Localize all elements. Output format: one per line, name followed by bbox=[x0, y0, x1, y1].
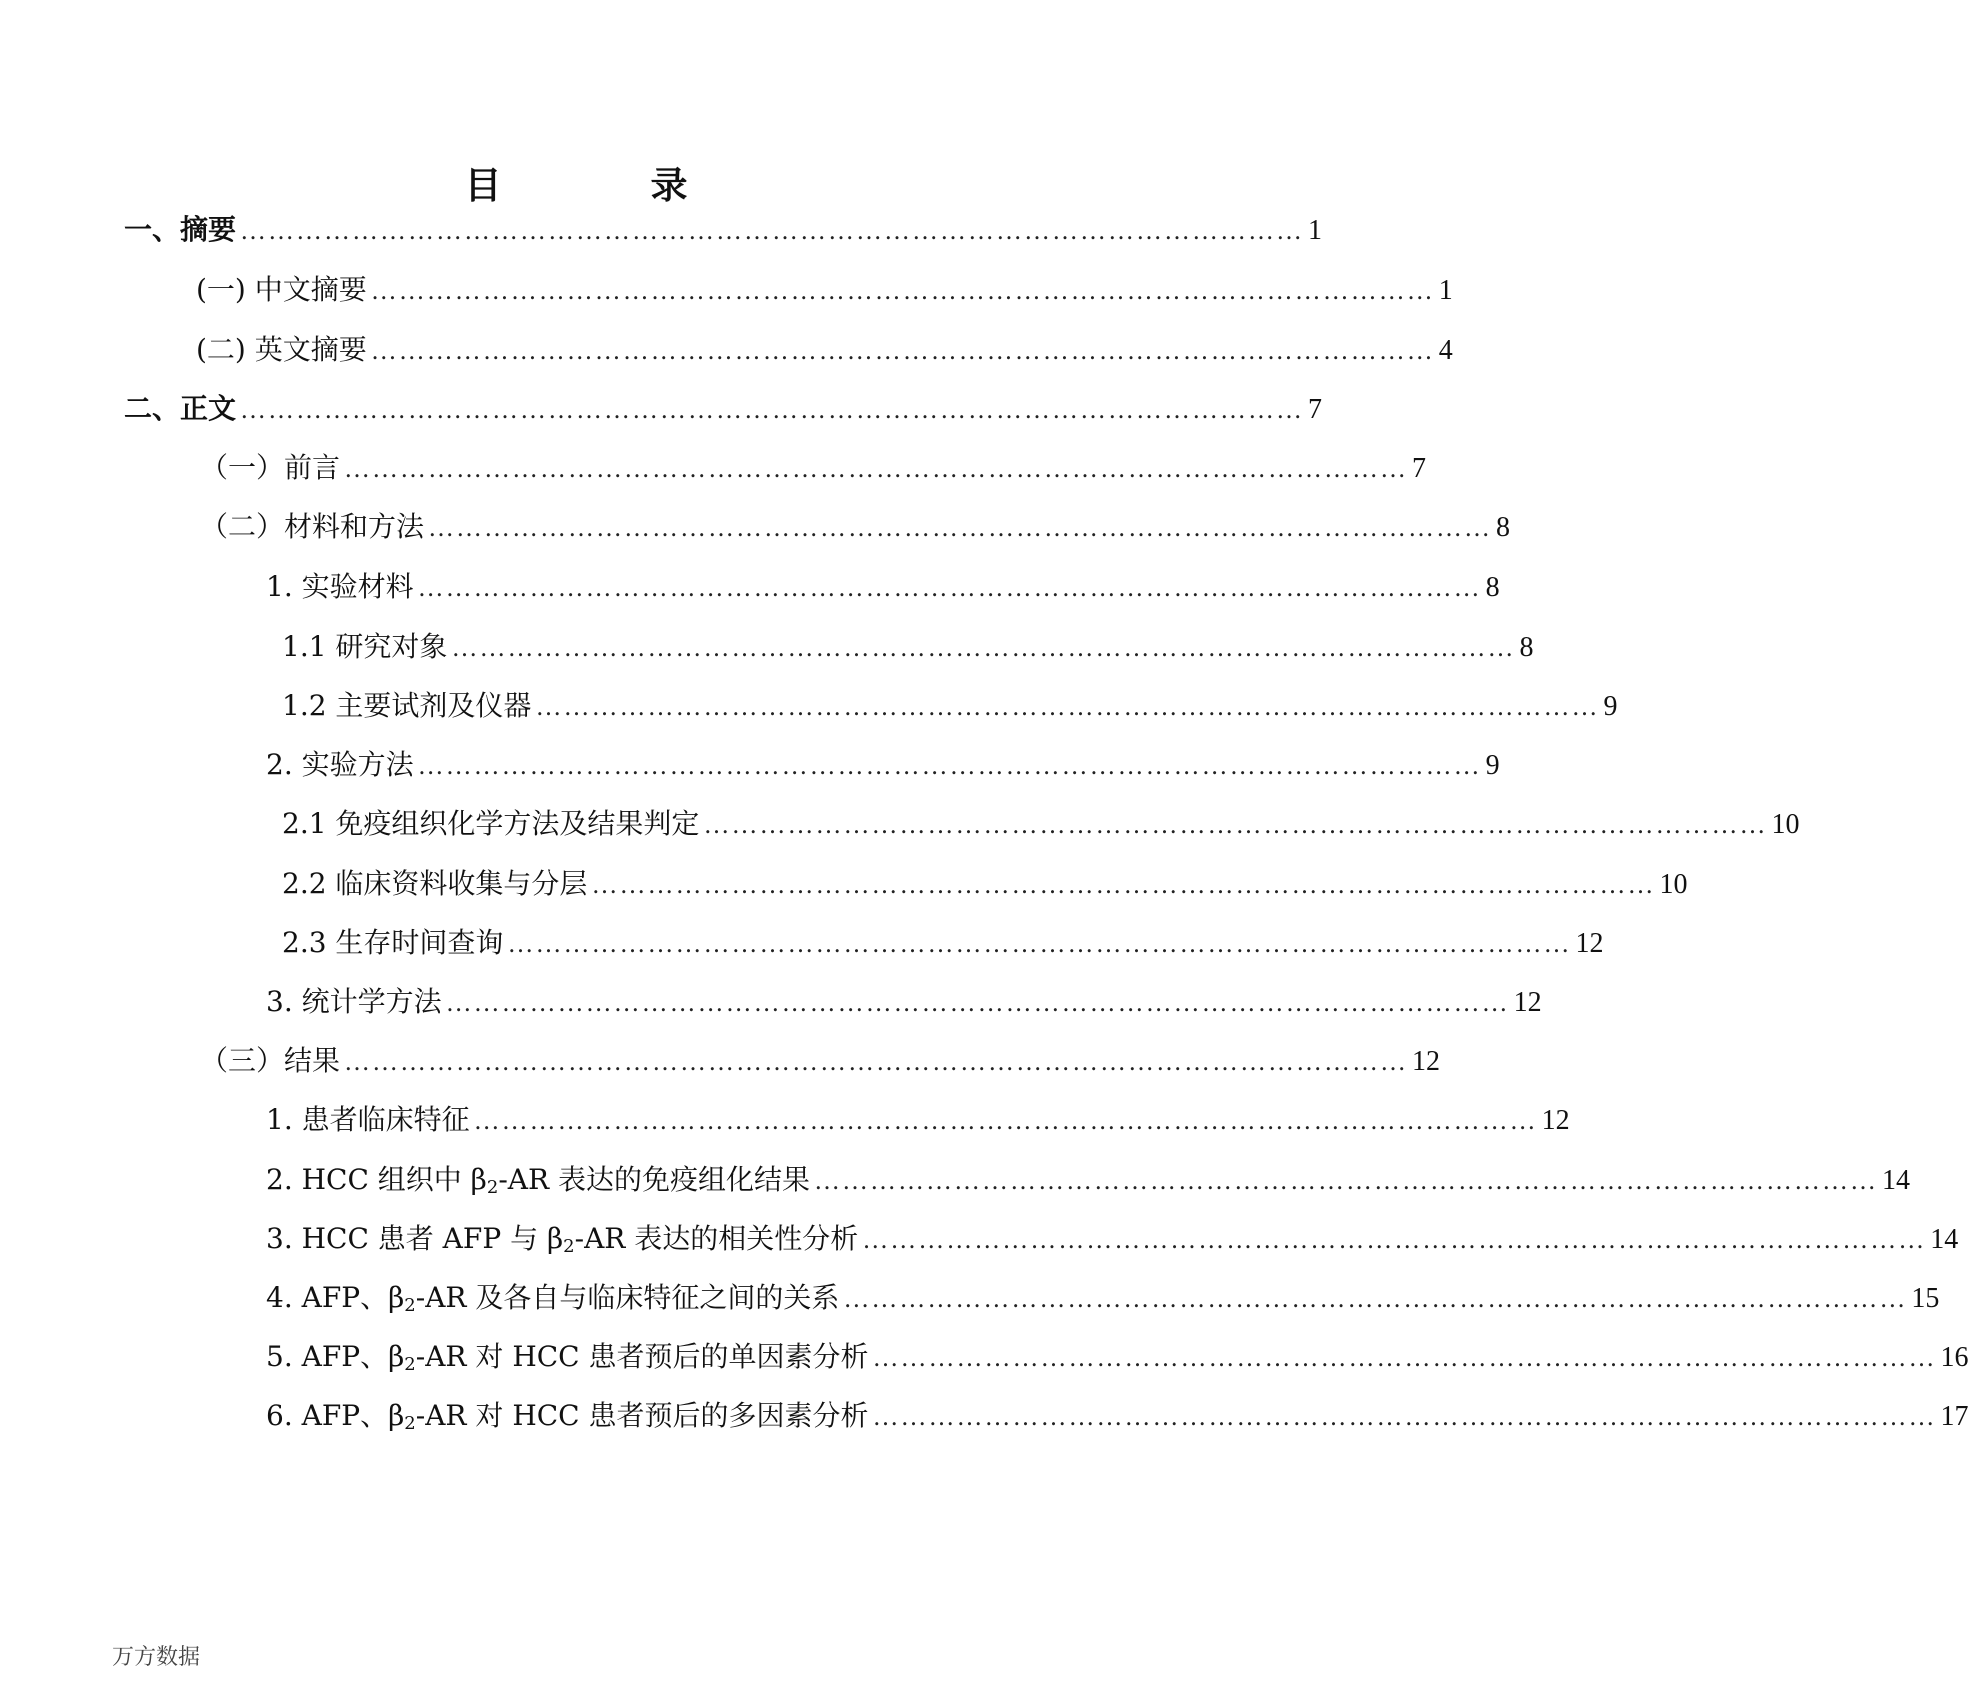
toc-page-number: 12 bbox=[1513, 987, 1542, 1018]
toc-entry-ihc-methods[interactable] bbox=[282, 800, 1800, 848]
toc-entry-survival-time[interactable] bbox=[282, 919, 1604, 967]
toc-entry-label: (二) 英文摘要 bbox=[196, 333, 367, 366]
toc-entry-patient-characteristics[interactable] bbox=[266, 1096, 1570, 1144]
toc-dot-leader: …………………………………………………………………………………………………… bbox=[814, 1166, 1878, 1195]
watermark-footer: 万方数据 bbox=[112, 1645, 201, 1670]
label-suffix: -AR 及各自与临床特征之间的关系 bbox=[415, 1281, 840, 1314]
toc-entry-label bbox=[266, 1156, 810, 1212]
toc-section-number: 一、 bbox=[124, 213, 181, 246]
toc-entry-label: 1. 实验材料 bbox=[266, 570, 414, 603]
toc-entry-label: （二）材料和方法 bbox=[200, 510, 425, 543]
toc-dot-leader: …………………………………………………………………………………………………… bbox=[428, 513, 1493, 542]
toc-entry-label: 2.3 生存时间查询 bbox=[282, 926, 504, 959]
toc-entry-label bbox=[266, 1274, 839, 1330]
toc-page-number: 7 bbox=[1412, 453, 1427, 484]
toc-entry-experimental-materials[interactable] bbox=[266, 563, 1500, 611]
toc-page-number: 8 bbox=[1485, 572, 1500, 603]
toc-entry-label: 正文 bbox=[180, 392, 237, 425]
toc-page-number: 10 bbox=[1771, 809, 1800, 840]
toc-page-number: 14 bbox=[1882, 1165, 1910, 1196]
toc-dot-leader: …………………………………………………………………………………………………… bbox=[872, 1402, 1937, 1431]
toc-entry-abstract[interactable] bbox=[124, 206, 1323, 254]
toc-entry-preface[interactable] bbox=[200, 444, 1427, 492]
toc-dot-leader: …………………………………………………………………………………………………… bbox=[445, 988, 1510, 1017]
toc-entry-experimental-methods[interactable] bbox=[266, 741, 1500, 789]
toc-page-number: 10 bbox=[1659, 869, 1688, 900]
label-subscript: 2 bbox=[404, 1413, 416, 1434]
toc-dot-leader: …………………………………………………………………………………………………… bbox=[591, 870, 1656, 899]
toc-dot-leader: …………………………………………………………………………………………………… bbox=[417, 573, 1482, 602]
toc-page-number: 17 bbox=[1940, 1401, 1968, 1432]
label-subscript: 2 bbox=[486, 1177, 499, 1198]
label-subscript: 2 bbox=[404, 1295, 416, 1316]
label-suffix: -AR 表达的相关性分析 bbox=[574, 1222, 859, 1255]
toc-page-number: 12 bbox=[1541, 1105, 1570, 1136]
toc-page-number: 8 bbox=[1519, 632, 1534, 663]
toc-entry-univariate-analysis[interactable] bbox=[266, 1333, 1968, 1381]
toc-dot-leader: …………………………………………………………………………………………………… bbox=[451, 633, 1516, 662]
label-prefix: 2. HCC 组织中 β bbox=[266, 1163, 487, 1196]
toc-page-number: 9 bbox=[1485, 750, 1500, 781]
toc-entry-label: （一）前言 bbox=[200, 451, 341, 484]
toc-dot-leader: …………………………………………………………………………………………………… bbox=[344, 454, 1409, 483]
toc-entry-label: 2.1 免疫组织化学方法及结果判定 bbox=[282, 807, 700, 840]
toc-dot-leader: …………………………………………………………………………………………………… bbox=[370, 276, 1435, 305]
toc-entry-label: 3. 统计学方法 bbox=[266, 985, 442, 1018]
toc-dot-leader: …………………………………………………………………………………………………… bbox=[417, 751, 1482, 780]
toc-page-number: 4 bbox=[1438, 335, 1453, 366]
toc-dot-leader: …………………………………………………………………………………………………… bbox=[344, 1047, 1409, 1076]
toc-entry-results[interactable] bbox=[200, 1037, 1441, 1085]
toc-entry-clinical-relationship[interactable] bbox=[266, 1274, 1940, 1322]
toc-dot-leader: …………………………………………………………………………………………………… bbox=[843, 1284, 1908, 1313]
label-subscript: 2 bbox=[563, 1236, 575, 1257]
toc-entry-label bbox=[266, 1333, 868, 1389]
toc-entry-statistics[interactable] bbox=[266, 978, 1542, 1026]
toc-entry-label: (一) 中文摘要 bbox=[196, 273, 367, 306]
toc-page-number: 12 bbox=[1412, 1046, 1441, 1077]
label-suffix: -AR 对 HCC 患者预后的单因素分析 bbox=[415, 1340, 869, 1373]
toc-entry-label bbox=[266, 1392, 868, 1448]
toc-dot-leader: …………………………………………………………………………………………………… bbox=[240, 395, 1305, 424]
toc-dot-leader: …………………………………………………………………………………………………… bbox=[240, 216, 1305, 245]
toc-entry-label: 2. 实验方法 bbox=[266, 748, 414, 781]
label-prefix: 5. AFP、β bbox=[266, 1340, 405, 1373]
toc-dot-leader: …………………………………………………………………………………………………… bbox=[370, 336, 1435, 365]
label-suffix: -AR 表达的免疫组化结果 bbox=[498, 1163, 810, 1196]
toc-dot-leader: …………………………………………………………………………………………………… bbox=[872, 1343, 1937, 1372]
toc-entry-materials-methods[interactable] bbox=[200, 503, 1511, 551]
toc-dot-leader: …………………………………………………………………………………………………… bbox=[507, 929, 1572, 958]
toc-dot-leader: …………………………………………………………………………………………………… bbox=[703, 810, 1768, 839]
toc-entry-label bbox=[266, 1215, 858, 1271]
toc-dot-leader: …………………………………………………………………………………………………… bbox=[473, 1106, 1538, 1135]
toc-page-number: 7 bbox=[1308, 394, 1323, 425]
toc-entry-label: 摘要 bbox=[180, 213, 237, 246]
toc-page-number: 8 bbox=[1496, 512, 1511, 543]
toc-section-number: 二、 bbox=[124, 392, 181, 425]
label-prefix: 3. HCC 患者 AFP 与 β bbox=[266, 1222, 564, 1255]
toc-entry-main-text[interactable] bbox=[124, 385, 1323, 433]
toc-page-number: 1 bbox=[1308, 215, 1323, 246]
toc-entry-label: 2.2 临床资料收集与分层 bbox=[282, 867, 588, 900]
toc-entry-ihc-results[interactable] bbox=[266, 1156, 1910, 1204]
toc-page-number: 14 bbox=[1930, 1224, 1959, 1255]
label-prefix: 6. AFP、β bbox=[266, 1399, 405, 1432]
toc-entry-label: 1. 患者临床特征 bbox=[266, 1103, 470, 1136]
toc-entry-label: （三）结果 bbox=[200, 1044, 341, 1077]
toc-entry-label: 1.1 研究对象 bbox=[282, 630, 448, 663]
toc-page-number: 9 bbox=[1603, 691, 1618, 722]
toc-entry-chinese-abstract[interactable] bbox=[196, 266, 1453, 314]
toc-page-number: 12 bbox=[1575, 928, 1604, 959]
toc-entry-research-subjects[interactable] bbox=[282, 623, 1534, 671]
toc-entry-clinical-data[interactable] bbox=[282, 860, 1688, 908]
toc-page-number: 1 bbox=[1438, 275, 1453, 306]
toc-dot-leader: …………………………………………………………………………………………………… bbox=[535, 692, 1600, 721]
label-subscript: 2 bbox=[404, 1354, 416, 1375]
toc-entry-label: 1.2 主要试剂及仪器 bbox=[282, 689, 532, 722]
label-prefix: 4. AFP、β bbox=[266, 1281, 405, 1314]
toc-page-number: 16 bbox=[1940, 1342, 1968, 1373]
toc-entry-english-abstract[interactable] bbox=[196, 326, 1453, 374]
toc-entry-reagents-instruments[interactable] bbox=[282, 682, 1618, 730]
toc-page-number: 15 bbox=[1911, 1283, 1940, 1314]
toc-dot-leader: …………………………………………………………………………………………………… bbox=[862, 1225, 1927, 1254]
toc-entry-multivariate-analysis[interactable] bbox=[266, 1392, 1968, 1440]
page-title: 目 录 bbox=[464, 164, 744, 207]
toc-entry-correlation-analysis[interactable] bbox=[266, 1215, 1959, 1263]
label-suffix: -AR 对 HCC 患者预后的多因素分析 bbox=[415, 1399, 869, 1432]
